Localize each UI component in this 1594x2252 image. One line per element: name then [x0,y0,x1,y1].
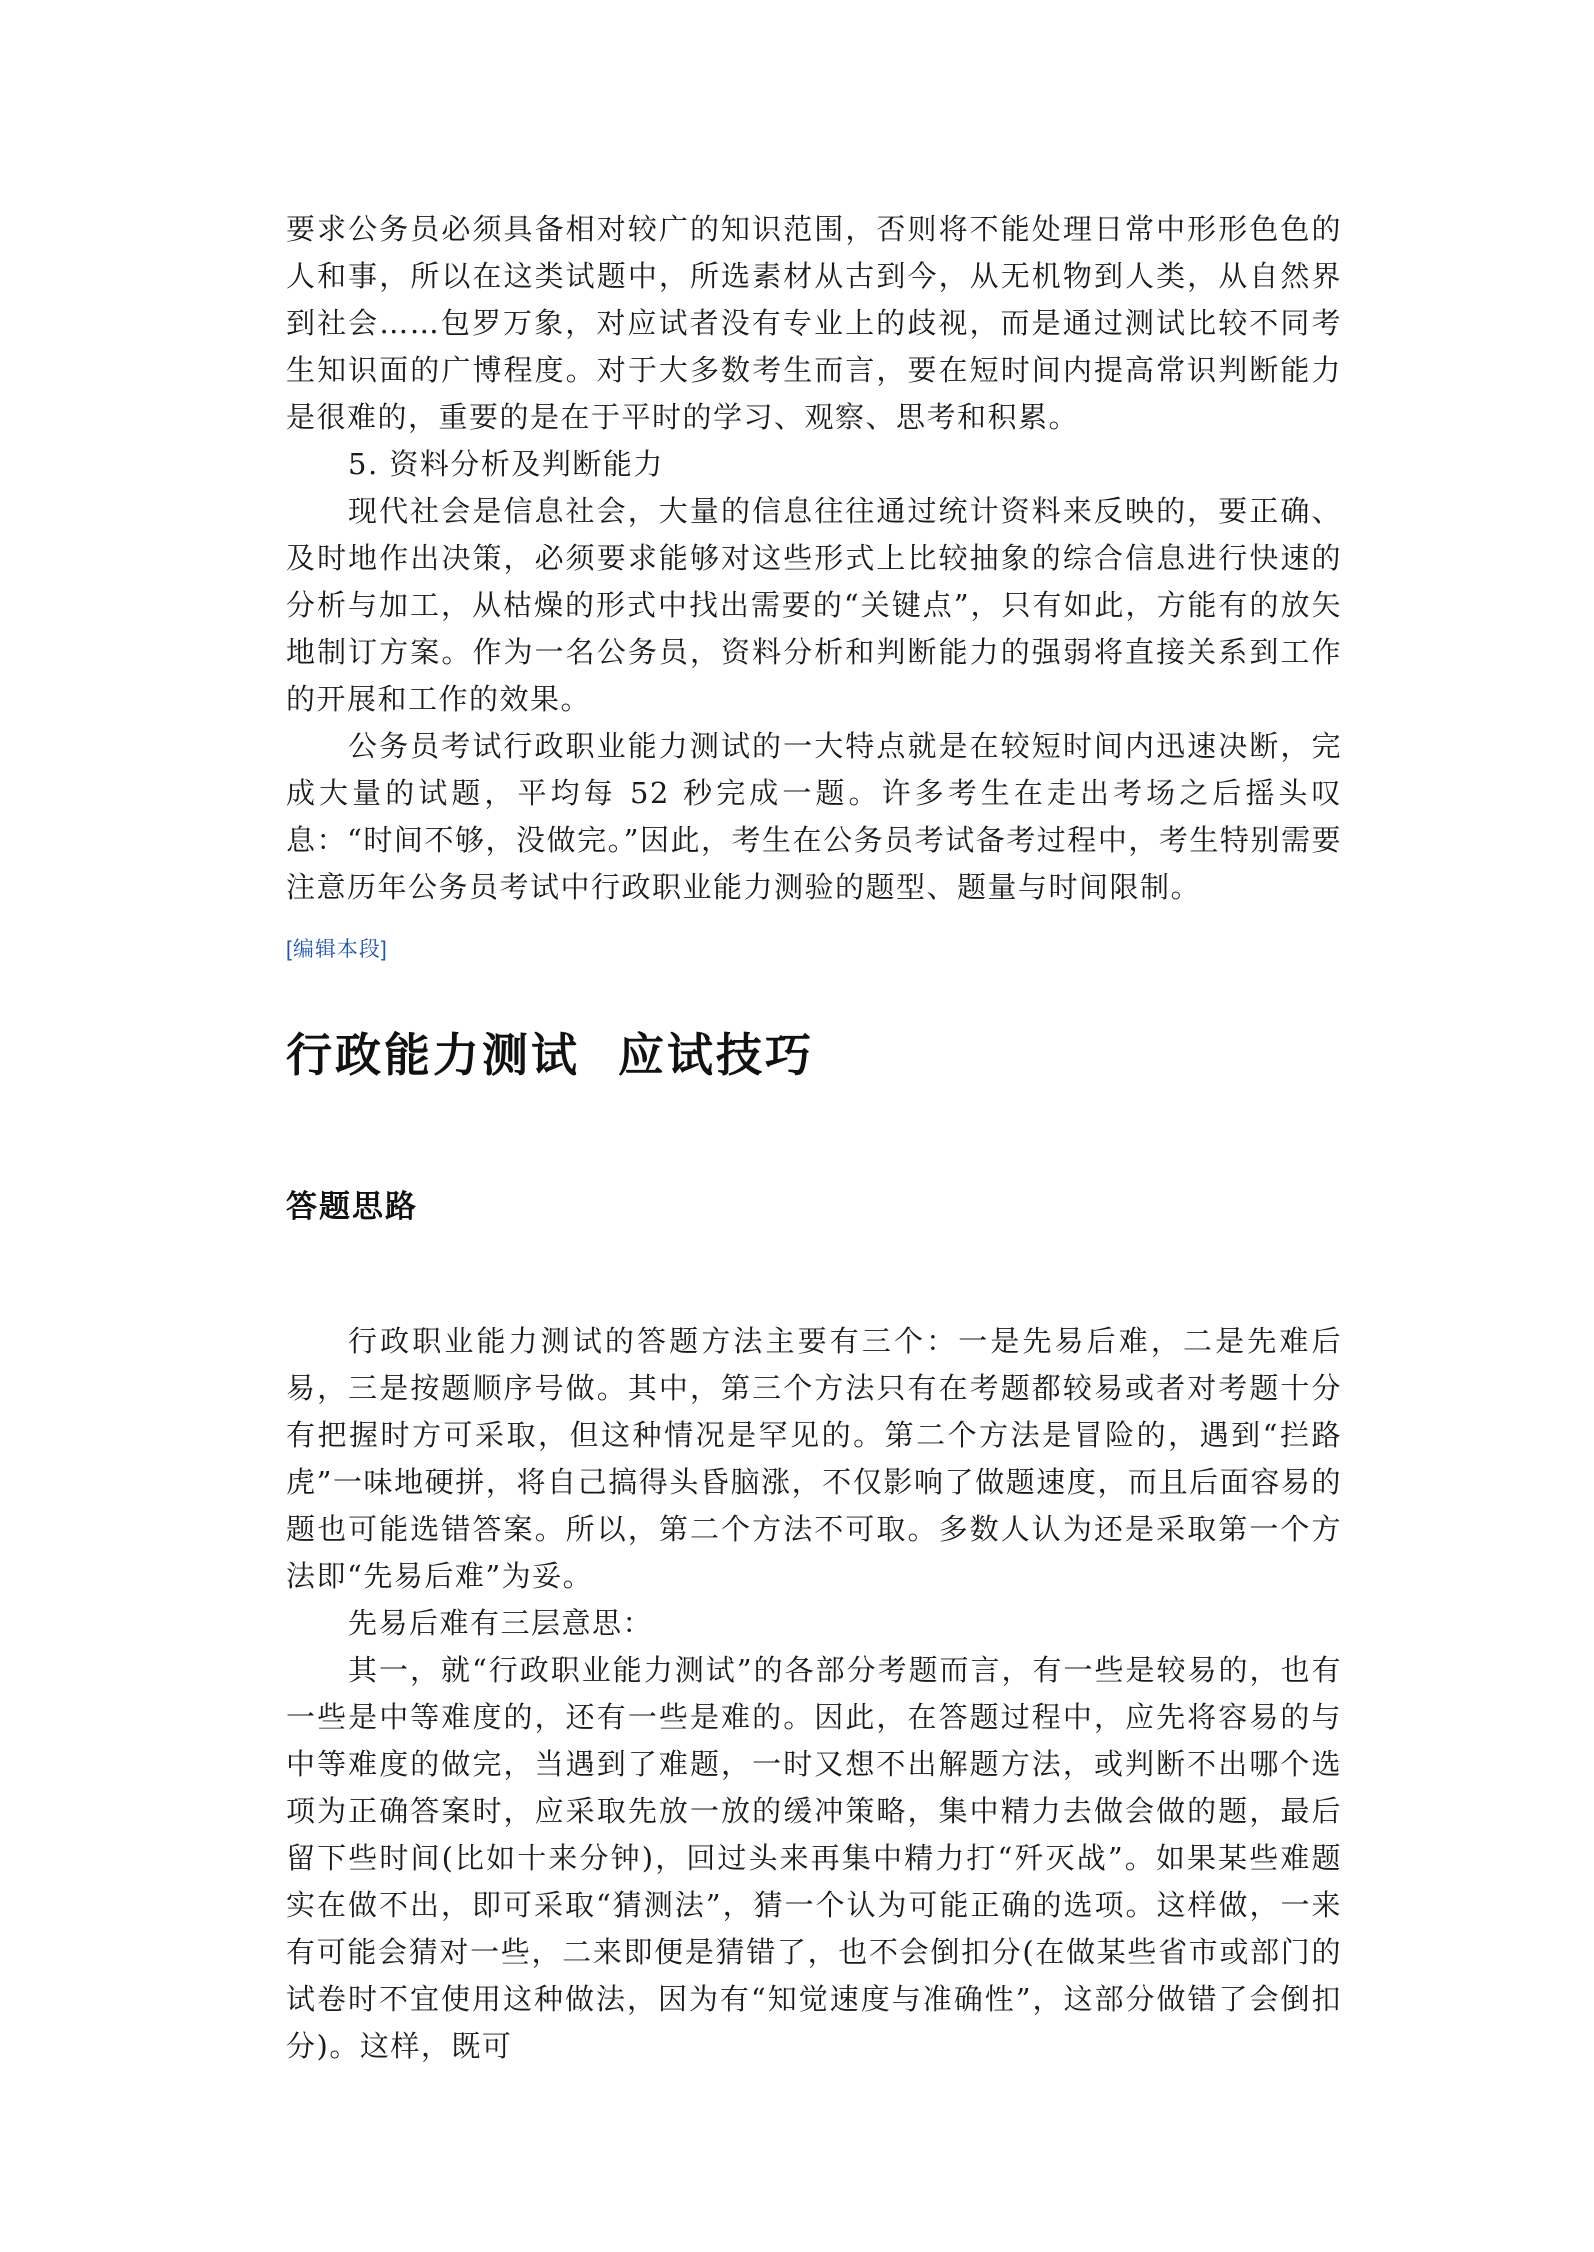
paragraph-heading-data-analysis: 5. 资料分析及判断能力 [348,447,664,481]
paragraph-time-limit: 公务员考试行政职业能力测试的一大特点就是在较短时间内迅速决断，完成大量的试题，平均每 52 秒完成一题。许多考生在走出考场之后摇头叹息：“时间不够，没做完。”因此，考生在公务员考试备考过程中，考生特别需要注意历年公务员考试中行政职业能力测验的题型、题量与时间限制。 [286,729,1342,904]
paragraph-easy-first-intro: 先易后难有三层意思： [348,1606,654,1640]
paragraph-answer-methods: 行政职业能力测试的答题方法主要有三个：一是先易后难，二是先难后易，三是按题顺序号做。其中，第三个方法只有在考题都较易或者对考题十分有把握时方可采取，但这种情况是罕见的。第二个方法是冒险的，遇到“拦路虎”一味地硬拼，将自己搞得头昏脑涨，不仅影响了做题速度，而且后面容易的题也可能选错答案。所以，第二个方法不可取。多数人认为还是采取第一个方法即“先易后难”为妥。 [286,1324,1342,1593]
edit-section-link[interactable]: [编辑本段] [286,938,388,961]
paragraph-knowledge-scope: 要求公务员必须具备相对较广的知识范围，否则将不能处理日常中形形色色的人和事，所以在这类试题中，所选素材从古到今，从无机物到人类，从自然界到社会……包罗万象，对应试者没有专业上的歧视，而是通过测试比较不同考生知识面的广博程度。对于大多数考生而言，要在短时间内提高常识判断能力是很难的，重要的是在于平时的学习、观察、思考和积累。 [286,212,1342,434]
paragraph-data-analysis: 现代社会是信息社会，大量的信息往往通过统计资料来反映的，要正确、及时地作出决策，必须要求能够对这些形式上比较抽象的综合信息进行快速的分析与加工，从枯燥的形式中找出需要的“关键点”，只有如此，方能有的放矢地制订方案。作为一名公务员，资料分析和判断能力的强弱将直接关系到工作的开展和工作的效果。 [286,494,1342,716]
document-page [286,206,1342,2070]
paragraph-easy-first-detail: 其一，就“行政职业能力测试”的各部分考题而言，有一些是较易的，也有一些是中等难度的，还有一些是难的。因此，在答题过程中，应先将容易的与中等难度的做完，当遇到了难题，一时又想不出解题方法，或判断不出哪个选项为正确答案时，应采取先放一放的缓冲策略，集中精力去做会做的题，最后留下些时间(比如十来分钟)，回过头来再集中精力打“歼灭战”。如果某些难题实在做不出，即可采取“猜测法”，猜一个认为可能正确的选项。这样做，一来有可能会猜对一些，二来即便是猜错了，也不会倒扣分(在做某些省市或部门的试卷时不宜使用这种做法，因为有“知觉速度与准确性”，这部分做错了会倒扣分)。这样，既可 [286,1653,1342,2063]
section-title: 行政能力测试 应试技巧 [286,1028,815,1082]
subsection-title: 答题思路 [286,1189,418,1225]
